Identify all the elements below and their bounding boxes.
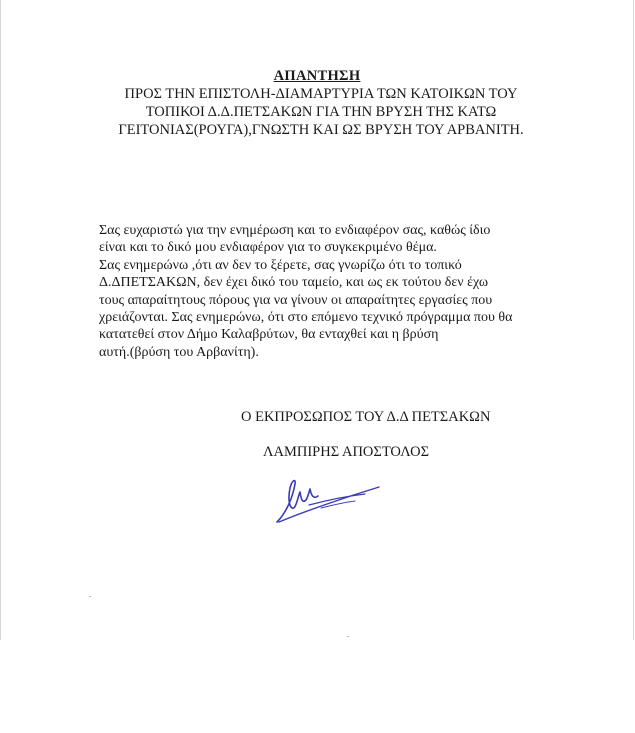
heading-line: ΤΟΠΙΚΟΙ Δ.Δ.ΠΕΤΣΑΚΩΝ ΓΙΑ ΤΗΝ ΒΡΥΣΗ ΤΗΣ ΚΑΤΩ (145, 104, 497, 120)
body-line: αυτή.(βρύση του Αρβανίτη). (99, 344, 259, 360)
body-line: τους απαραίτητους πόρους για να γίνουν οι απαραίτητες εργασίες που (99, 292, 493, 308)
signatory-name: ΛΑΜΠΙΡΗΣ ΑΠΟΣΤΟΛΟΣ (263, 444, 430, 460)
body-line: Σας ενημερώνω ,ότι αν δεν το ξέρετε, σας γνωρίζω ότι το τοπικό (99, 257, 462, 273)
body-line: κατατεθεί στον Δήμο Καλαβρύτων, θα ενταχθεί και η βρύση (99, 327, 439, 343)
scan-speck (89, 596, 91, 597)
body-line: είναι και το δικό μου ενδιαφέρον για το συγκεκριμένο θέμα. (99, 240, 437, 256)
document-title: ΑΠΑΝΤΗΣΗ (273, 68, 361, 84)
body-line: Δ.ΔΠΕΤΣΑΚΩΝ, δεν έχει δικό του ταμείο, και ως εκ τούτου δεν έχω (99, 275, 489, 291)
scan-speck (347, 636, 349, 637)
signatory-role: Ο ΕΚΠΡΟΣΩΠΟΣ ΤΟΥ Δ.Δ ΠΕΤΣΑΚΩΝ (241, 409, 491, 425)
body-line: Σας ευχαριστώ για την ενημέρωση και το ενδιαφέρον σας, καθώς ίδιο (99, 223, 491, 238)
letter-body (99, 222, 559, 361)
heading-line: ΓΕΙΤΟΝΙΑΣ(ΡΟΥΓΑ),ΓΝΩΣΤΗ ΚΑΙ ΩΣ ΒΡΥΣΗ ΤΟΥ ΑΡΒΑΝΙΤΗ. (118, 122, 524, 138)
handwritten-signature (273, 472, 385, 528)
document-heading (91, 85, 551, 139)
body-line: χρειάζονται. Σας ενημερώνω, ότι στο επόμενο τεχνικό πρόγραμμα που θα (99, 310, 513, 326)
heading-line: ΠΡΟΣ ΤΗΝ ΕΠΙΣΤΟΛΗ-ΔΙΑΜΑΡΤΥΡΙΑ ΤΩΝ ΚΑΤΟΙΚΩΝ ΤΟΥ (124, 86, 518, 102)
